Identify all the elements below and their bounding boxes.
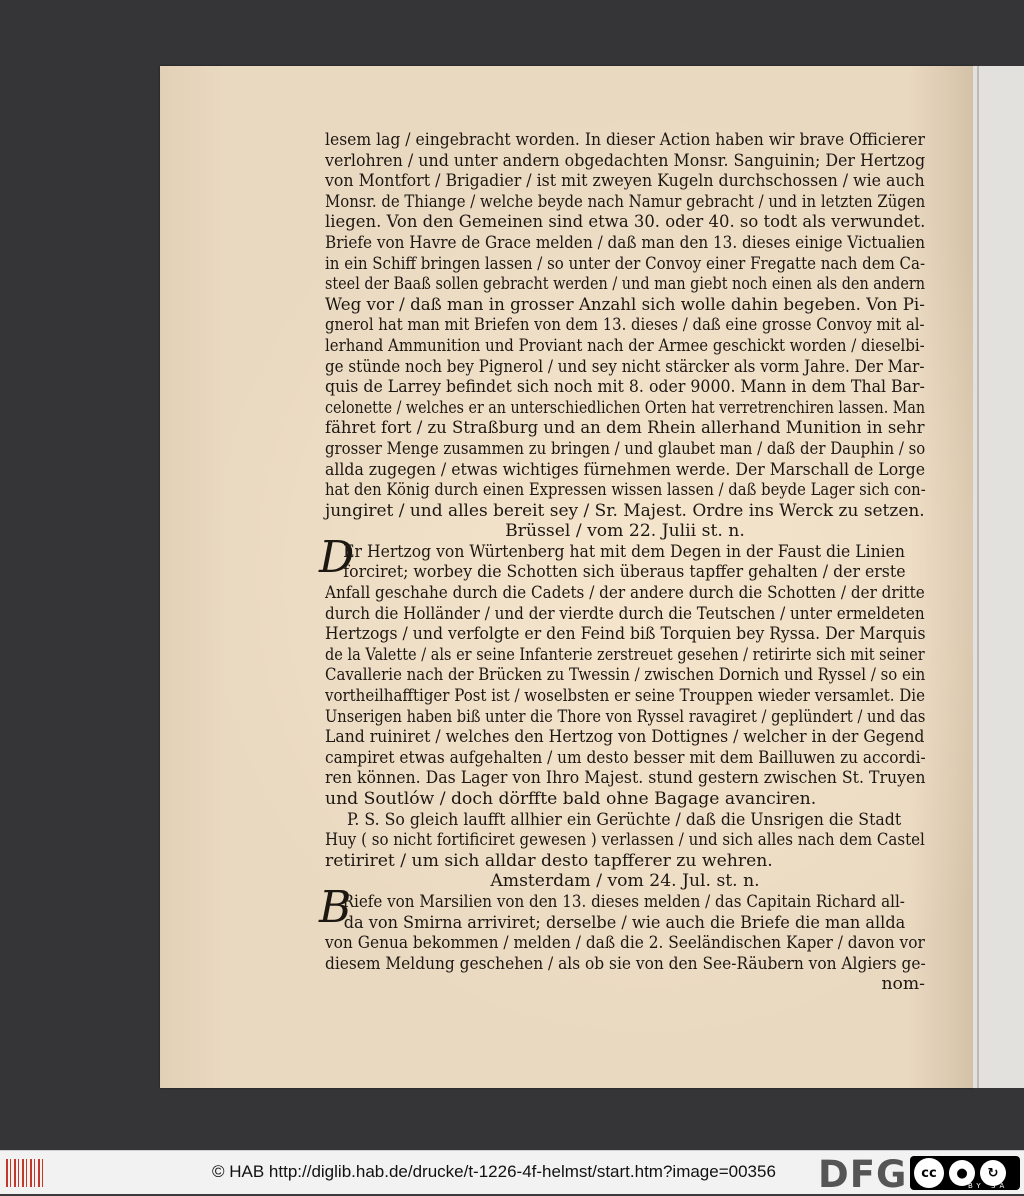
text-line: steel der Baaß sollen gebracht werden / und man giebt noch einen als den andern bbox=[325, 274, 925, 295]
heading-amsterdam: Amsterdam / vom 24. Jul. st. n. bbox=[490, 871, 760, 892]
text-line: lerhand Ammunition und Proviant nach der Armee geschickt worden / dieselbi- bbox=[325, 335, 925, 356]
text-line: hat den König durch einen Expressen wissen lassen / daß beyde Lager sich con- bbox=[325, 480, 926, 501]
dropcap-d: D bbox=[319, 531, 355, 583]
text-line: Huy ( so nicht fortificiret gewesen ) verlassen / und sich alles nach dem Castel bbox=[325, 830, 925, 851]
text-line: Briefe von Havre de Grace melden / daß man den 13. dieses einige Victualien bbox=[325, 232, 926, 253]
text-line: Anfall geschahe durch die Cadets / der andere durch die Schotten / der dritte bbox=[325, 583, 925, 604]
viewer-footer bbox=[0, 1150, 1024, 1194]
text-line: retiriret / um sich alldar desto tapfferer zu wehren. bbox=[325, 850, 773, 871]
cc-license-badge[interactable] bbox=[910, 1156, 1020, 1190]
text-line: Monsr. de Thiange / welche beyde nach Namur gebracht / und in letzten Zügen bbox=[325, 191, 926, 212]
text-line: Land ruiniret / welches den Hertzog von Dottignes / welcher in der Gegend bbox=[325, 727, 925, 748]
text-line: von Montfort / Brigadier / ist mit zweyen Kugeln durchschossen / wie auch bbox=[325, 171, 925, 192]
text-line: Unserigen haben biß unter die Thore von Ryssel ravagiret / geplündert / und das bbox=[325, 706, 926, 727]
text-line: liegen. Von den Gemeinen sind etwa 30. oder 40. so todt als verwundet. bbox=[325, 212, 926, 233]
text-line: P. S. So gleich laufft allhier ein Gerüchte / daß die Unsrigen die Stadt bbox=[346, 809, 902, 830]
page-edge bbox=[973, 66, 1024, 1088]
text-line: forciret; worbey die Schotten sich überaus tapffer gehalten / der erste bbox=[343, 562, 906, 583]
cc-by-label: BY bbox=[968, 1182, 985, 1190]
text-line: Hertzogs / und verfolgte er den Feind biß Torquien bey Ryssa. Der Marquis bbox=[325, 624, 926, 645]
barcode-icon bbox=[6, 1159, 46, 1187]
paragraph-top bbox=[325, 130, 925, 521]
paragraph-ps bbox=[325, 810, 925, 872]
text-line: Er Hertzog von Würtenberg hat mit dem Degen in der Faust die Linien bbox=[343, 541, 905, 562]
text-line: und Soutlów / doch dörffte bald ohne Bagage avanciren. bbox=[325, 789, 817, 809]
text-line: Cavallerie nach der Brücken zu Twessin / zwischen Dornich und Ryssel / so ein bbox=[325, 665, 926, 686]
text-line: celonette / welches er an unterschiedlichen Orten hat verretrenchiren lassen. Man bbox=[325, 397, 926, 418]
dropcap-b: B bbox=[319, 881, 352, 933]
text-line: Weg vor / daß man in grosser Anzahl sich wolle dahin begeben. Von Pi- bbox=[325, 294, 925, 315]
text-line: allda zugegen / etwas wichtiges fürnehmen werde. Der Marschall de Lorge bbox=[325, 459, 925, 480]
text-line: ge stünde noch bey Pignerol / und sey nicht stärcker als vorm Jahre. Der Mar- bbox=[325, 356, 925, 377]
page-text bbox=[319, 130, 926, 995]
cc-icon: cc bbox=[914, 1158, 944, 1188]
text-line: quis de Larrey befindet sich noch mit 8. oder 9000. Mann in dem Thal Bar- bbox=[325, 377, 925, 398]
text-line: grosser Menge zusammen zu bringen / und glaubet man / daß der Dauphin / so bbox=[325, 438, 926, 459]
text-line: fähret fort / zu Straßburg und an dem Rhein allerhand Munition in sehr bbox=[325, 418, 925, 439]
text-line: Riefe von Marsilien von den 13. dieses melden / das Capitain Richard all- bbox=[342, 891, 905, 912]
text-line: gnerol hat man mit Briefen von dem 13. dieses / daß eine grosse Convoy mit al- bbox=[325, 315, 925, 336]
text-line: von Genua bekommen / melden / daß die 2. Seeländischen Kaper / davon vor bbox=[325, 933, 925, 954]
text-line: verlohren / und unter andern obgedachten Monsr. Sanguinin; Der Hertzog bbox=[325, 150, 926, 171]
text-line: campiret etwas aufgehalten / um desto besser mit dem Bailluwen zu accordi- bbox=[325, 747, 926, 768]
text-line: de la Valette / als er seine Infanterie zerstreuet gesehen / retirirte sich mit seiner bbox=[325, 644, 925, 665]
sa-icon: ↻ bbox=[980, 1160, 1006, 1186]
text-line: in ein Schiff bringen lassen / so unter der Convoy einer Fregatte nach dem Ca- bbox=[325, 253, 926, 274]
text-line: da von Smirna arriviret; derselbe / wie auch die Briefe die man allda bbox=[343, 912, 906, 933]
cc-sa-label: SA bbox=[990, 1182, 1009, 1190]
attribution-link[interactable]: © HAB http://diglib.hab.de/drucke/t-1226-4f-helmst/start.htm?image=00356 bbox=[212, 1162, 776, 1181]
by-icon: ● bbox=[949, 1160, 975, 1186]
text-line: lesem lag / eingebracht worden. In dieser Action haben wir brave Officierer bbox=[325, 130, 925, 150]
heading-bruessel: Brüssel / vom 22. Julii st. n. bbox=[505, 521, 745, 542]
text-line: ren können. Das Lager von Ihro Majest. stund gestern zwischen St. Truyen bbox=[325, 768, 926, 789]
text-line: durch die Holländer / und der vierdte durch die Teutschen / unter ermeldeten bbox=[325, 603, 925, 624]
dfg-logo: DFG bbox=[818, 1153, 908, 1196]
text-line: vortheilhafftiger Post ist / woselbsten er seine Trouppen wieder versamlet. Die bbox=[325, 686, 925, 707]
text-line: diesem Meldung geschehen / als ob sie von den See-Räubern von Algiers ge- bbox=[325, 953, 926, 974]
text-line: jungiret / und alles bereit sey / Sr. Majest. Ordre ins Werck zu setzen. bbox=[325, 500, 925, 521]
catchword: nom- bbox=[881, 974, 925, 995]
